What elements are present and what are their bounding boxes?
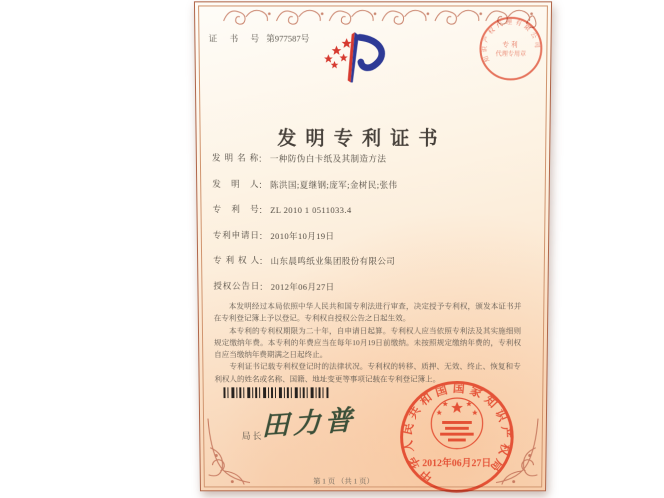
field-value: 山东晨鸣纸业集团股份有限公司 [270,255,396,266]
field-patentee [213,251,395,269]
certificate-number-label: 证 书 号 [208,33,265,44]
agency-stamp [475,13,547,85]
certificate-page [194,1,552,491]
field-label: 授权公告日 [213,281,260,292]
field-label: 专利申请日 [212,230,259,241]
field-label: 发明名称 [211,152,259,164]
field-grant-date [213,277,334,295]
field-colon: ： [259,281,268,292]
seal-ring-text: 中华人民共和国国家知识产权局 [400,381,514,485]
field-value: 一种防伪白卡纸及其制造方法 [269,153,387,164]
bottom-left-ornament [202,411,266,489]
field-patent-number [212,200,351,218]
field-colon: ： [258,204,268,215]
seal-date: 2012年06月27日 [422,458,492,470]
sipo-logo-icon [319,31,390,86]
field-application-date [213,226,335,244]
field-value: 2012年06月27日 [270,281,335,292]
field-colon: ： [258,179,268,190]
director-label: 局长 [241,431,264,441]
bottom-right-ornament [480,411,544,489]
field-label: 专利权人 [213,255,260,266]
barcode [223,387,328,398]
field-colon: ： [259,255,268,266]
national-emblem-icon [431,398,483,449]
field-invention-title [212,149,386,167]
field-inventors [212,175,397,193]
director-signature: 田力普 [261,405,357,443]
stamp-ring-text: 知识产权代理有限公司 [482,19,540,63]
stamp-center-line1: 专利 [502,41,520,49]
certificate-title: 发明专利证书 [277,128,447,150]
field-colon: ： [258,153,267,164]
legal-paragraph: 本发明经过本局依照中华人民共和国专利法进行审查，决定授予专利权，颁发本证书并在专利登记簿上予以登记。专利权自授权公告之日起生效。 [213,301,522,323]
page-number: 第 1 页 （共 1 页） [313,476,374,486]
field-colon: ： [258,231,268,242]
field-label: 专利号 [212,204,259,215]
legal-paragraph: 本专利的专利权期限为二十年，自申请日起算。专利权人应当依照专利法及其实施细则规定缴纳年费。本专利的年费应当在每年10月19日前缴纳。未按照规定缴纳年费的，专利权自应当缴纳年费期满之日起终止。 [213,326,522,360]
stamp-center-line2: 代理专用章 [495,51,527,58]
certificate-number-value: 第977587号 [266,33,310,44]
field-value: 2010年10月19日 [270,231,335,242]
legal-paragraph: 专利证书记载专利权登记时的法律状况。专利权的转移、质押、无效、终止、恢复和专利权人的姓名或名称、国籍、地址变更等事项记载在专利登记簿上。 [214,362,521,384]
legal-text-block [214,301,522,386]
certificate-number [209,32,310,44]
field-value: ZL 2010 1 0511033.4 [270,204,352,215]
field-value: 陈洪国;夏继钢;庞军;金树民;张伟 [270,179,398,190]
field-label: 发明人 [212,179,259,190]
logo-stars-icon [324,38,352,68]
